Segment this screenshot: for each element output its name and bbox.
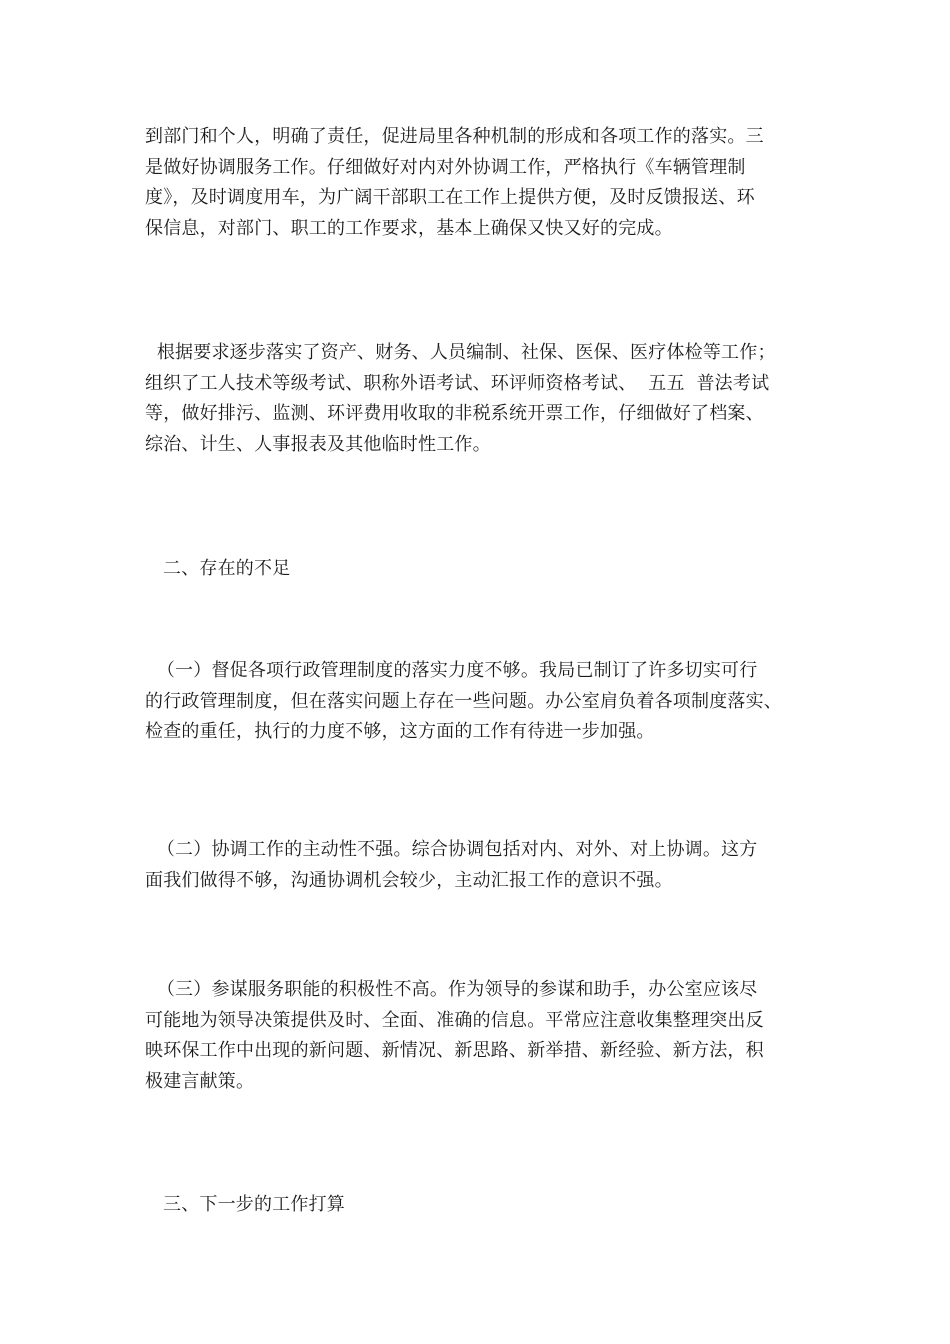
paragraph-line: （二）协调工作的主动性不强。综合协调包括对内、对外、对上协调。这方 xyxy=(145,839,758,860)
paragraph-line: 是做好协调服务工作。仔细做好对内对外协调工作，严格执行《车辆管理制 xyxy=(145,156,746,178)
paragraph-line: 等，做好排污、监测、环评费用收取的非税系统开票工作，仔细做好了档案、 xyxy=(145,403,764,424)
paragraph-line: 保信息，对部门、职工的工作要求，基本上确保又快又好的完成。 xyxy=(145,217,673,239)
section-heading-shortcomings: 二、存在的不足 xyxy=(163,558,291,579)
paragraph-coordination-service xyxy=(145,122,815,244)
paragraph-line: 可能地为领导决策提供及时、全面、准确的信息。平常应注意收集整理突出反 xyxy=(145,1009,764,1031)
paragraph-shortcoming-3 xyxy=(145,975,815,1097)
section-heading-next-steps: 三、下一步的工作打算 xyxy=(163,1194,345,1215)
paragraph-shortcoming-1 xyxy=(145,656,815,748)
paragraph-line: （三）参谋服务职能的积极性不高。作为领导的参谋和助手，办公室应该尽 xyxy=(145,979,758,1000)
paragraph-line: 到部门和个人，明确了责任，促进局里各种机制的形成和各项工作的落实。三 xyxy=(145,126,764,147)
paragraph-line: 度》，及时调度用车，为广阔干部职工在工作上提供方便，及时反馈报送、环 xyxy=(145,187,755,208)
paragraph-line: 映环保工作中出现的新问题、新情况、新思路、新举措、新经验、新方法，积 xyxy=(145,1040,764,1061)
paragraph-line: 根据要求逐步落实了资产、财务、人员编制、社保、医保、医疗体检等工作； xyxy=(145,342,776,363)
paragraph-shortcoming-2 xyxy=(145,835,815,896)
paragraph-line: 极建言献策。 xyxy=(145,1070,255,1092)
paragraph-line: 的行政管理制度，但在落实问题上存在一些问题。办公室肩负着各项制度落实、 xyxy=(145,690,782,712)
paragraph-line: （一）督促各项行政管理制度的落实力度不够。我局已制订了许多切实可行 xyxy=(145,660,758,681)
paragraph-assets-exams xyxy=(145,338,815,460)
paragraph-line: 检查的重任，执行的力度不够，这方面的工作有待进一步加强。 xyxy=(145,721,655,742)
paragraph-line: 面我们做得不够，沟通协调机会较少，主动汇报工作的意识不强。 xyxy=(145,869,673,891)
paragraph-line: 组织了工人技术等级考试、职称外语考试、环评师资格考试、 五五 普法考试 xyxy=(145,372,770,394)
paragraph-line: 综治、计生、人事报表及其他临时性工作。 xyxy=(145,433,491,455)
